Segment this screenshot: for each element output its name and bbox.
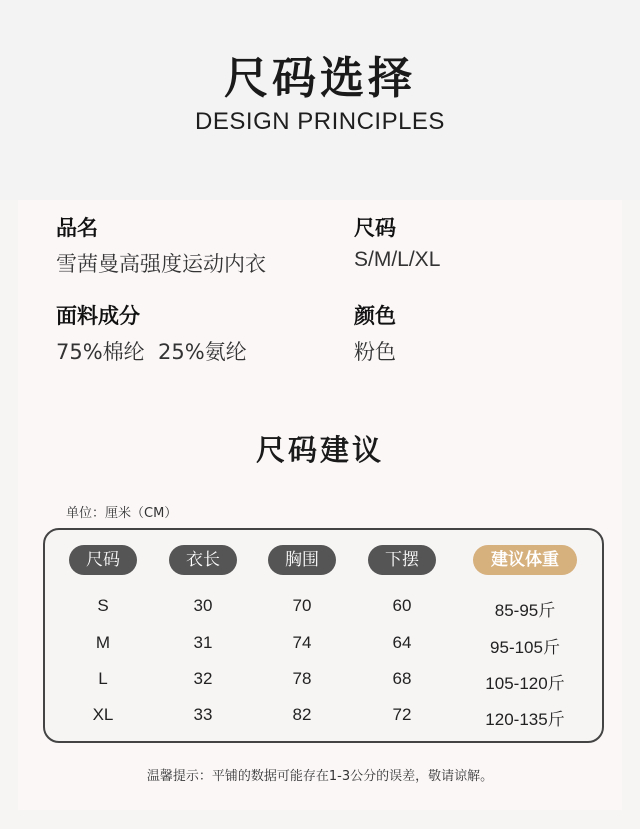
page-title: 尺码选择 [224, 53, 416, 104]
table-cell: 72 [392, 705, 412, 724]
product-name-label: 品名 [56, 216, 98, 240]
fabric-value: 75%棉纶 25%氨纶 [56, 340, 247, 364]
column-header-hem: 下摆 [368, 545, 436, 575]
column-header-bust: 胸围 [268, 545, 336, 575]
table-cell: 33 [193, 705, 213, 724]
table-cell: 32 [193, 669, 213, 688]
table-cell: L [98, 669, 108, 688]
table-cell: S [97, 596, 109, 615]
table-cell: 78 [292, 669, 312, 688]
product-name-block [56, 212, 266, 278]
table-cell: 85-95斤 [494, 601, 556, 620]
size-section-title: 尺码建议 [255, 433, 384, 467]
fabric-label: 面料成分 [56, 304, 140, 328]
table-cell: 82 [292, 705, 312, 724]
column-header-weight: 建议体重 [473, 545, 577, 575]
unit-label: 单位：厘米（CM） [66, 506, 178, 521]
color-value: 粉色 [354, 340, 396, 364]
column-header-length: 衣长 [169, 545, 237, 575]
table-cell: 60 [392, 596, 412, 615]
table-cell: 31 [193, 633, 213, 652]
table-cell: 120-135斤 [485, 710, 565, 729]
column-header-size: 尺码 [69, 545, 137, 575]
size-label: 尺码 [354, 216, 396, 240]
table-cell: 74 [292, 633, 312, 652]
table-cell: 95-105斤 [490, 638, 560, 657]
disclaimer-note: 温馨提示：平铺的数据可能存在1-3公分的误差，敬请谅解。 [146, 769, 494, 784]
fabric-block [56, 300, 247, 366]
table-cell: 68 [392, 669, 412, 688]
table-cell: XL [92, 705, 114, 724]
product-name-value: 雪茜曼高强度运动内衣 [56, 252, 266, 276]
size-value: S/M/L/XL [354, 248, 441, 271]
table-cell: M [95, 633, 111, 652]
color-block [354, 300, 396, 366]
table-cell: 30 [193, 596, 213, 615]
page-subtitle: DESIGN PRINCIPLES [195, 108, 445, 135]
table-cell: 70 [292, 596, 312, 615]
size-block [354, 212, 440, 272]
color-label: 颜色 [354, 304, 396, 328]
table-cell: 64 [392, 633, 412, 652]
table-cell: 105-120斤 [485, 674, 565, 693]
